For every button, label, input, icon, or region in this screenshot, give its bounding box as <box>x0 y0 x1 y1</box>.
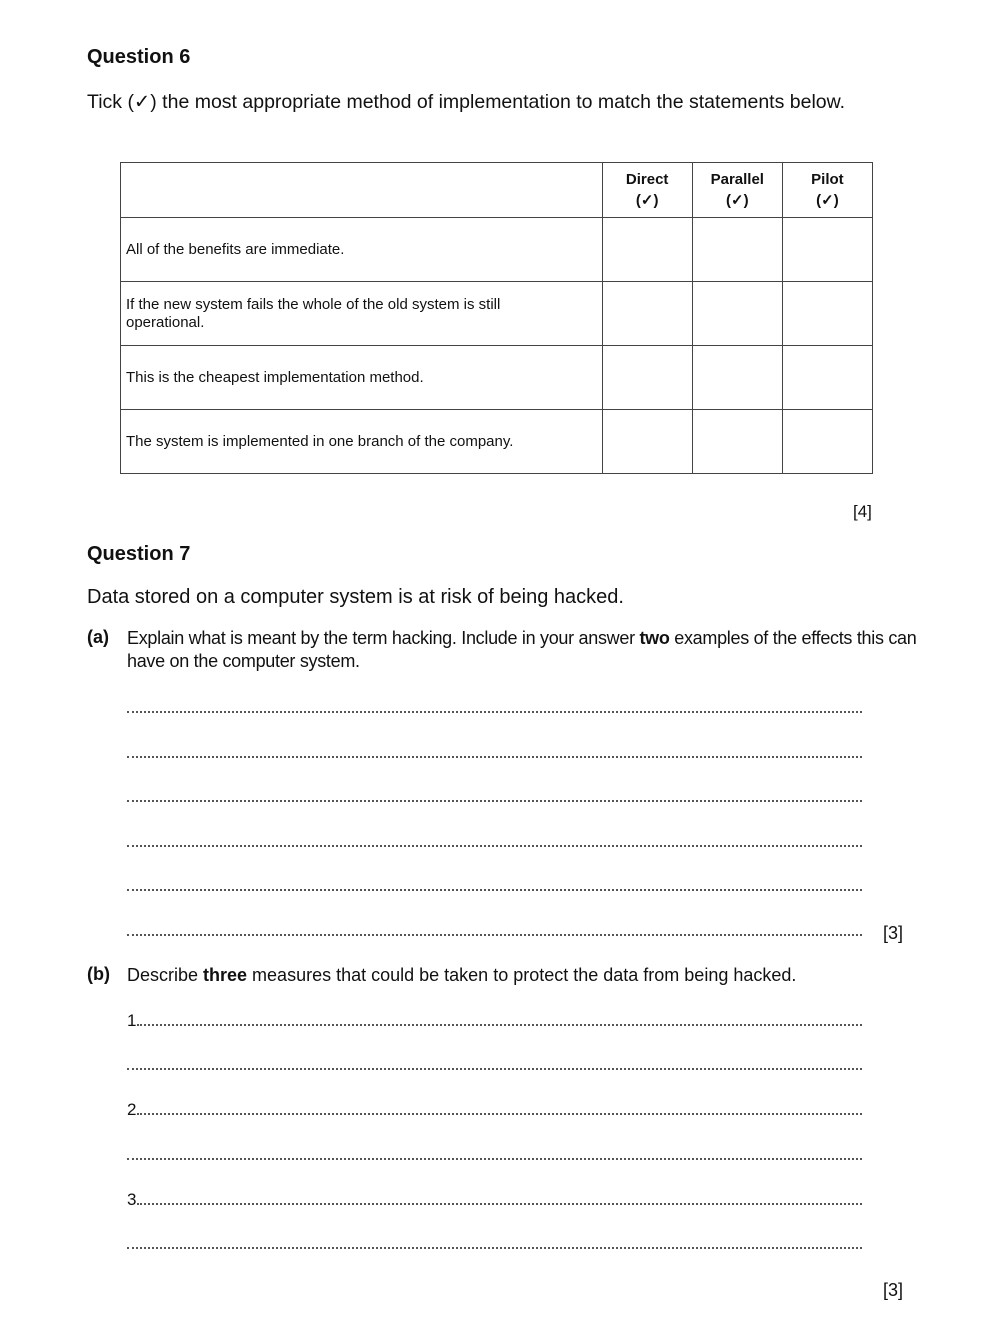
answer-line[interactable] <box>127 889 862 891</box>
statement-cell: This is the cheapest implementation method. <box>121 346 603 410</box>
measure-number: 1 <box>127 1011 137 1030</box>
table-header-row <box>121 163 873 218</box>
question-7-title: Question 7 <box>87 543 191 565</box>
header-direct: Direct (✓) <box>602 163 692 218</box>
question-6-title: Question 6 <box>87 46 191 68</box>
question-6-marks: [4] <box>853 502 872 521</box>
part-b-question: Describe three measures that could be taken to protect the data from being hacked. <box>127 965 797 985</box>
header-parallel: Parallel (✓) <box>692 163 782 218</box>
tick-box-parallel[interactable] <box>692 282 782 346</box>
tick-box-parallel[interactable] <box>692 346 782 410</box>
answer-line[interactable] <box>127 1247 862 1249</box>
header-pilot: Pilot (✓) <box>782 163 872 218</box>
statement-cell: If the new system fails the whole of the old system is still operational. <box>121 282 603 346</box>
part-a-label: (a) <box>87 627 109 647</box>
question-7-intro: Data stored on a computer system is at risk of being hacked. <box>87 586 624 608</box>
table-row <box>121 218 873 282</box>
tick-box-pilot[interactable] <box>782 282 872 346</box>
question-6-instruction: Tick (✓) the most appropriate method of implementation to match the statements below. <box>87 91 846 113</box>
implementation-method-table <box>120 162 873 474</box>
tick-box-direct[interactable] <box>602 218 692 282</box>
answer-line[interactable] <box>127 934 862 936</box>
tick-box-parallel[interactable] <box>692 410 782 474</box>
tick-box-direct[interactable] <box>602 410 692 474</box>
measure-2-line[interactable] <box>127 1101 862 1118</box>
answer-line[interactable] <box>127 1158 862 1160</box>
statement-cell: All of the benefits are immediate. <box>121 218 603 282</box>
part-b-label: (b) <box>87 964 110 984</box>
answer-line[interactable] <box>127 756 862 758</box>
answer-line[interactable] <box>127 845 862 847</box>
tick-box-direct[interactable] <box>602 346 692 410</box>
measure-number: 3 <box>127 1190 137 1209</box>
table-row <box>121 410 873 474</box>
measure-3-line[interactable] <box>127 1191 862 1208</box>
tick-box-direct[interactable] <box>602 282 692 346</box>
tick-box-parallel[interactable] <box>692 218 782 282</box>
header-blank-cell <box>121 163 603 218</box>
part-a-question: Explain what is meant by the term hacking. Include in your answer two examples of the effects this can have on the computer system. <box>127 628 917 671</box>
table-row <box>121 282 873 346</box>
answer-line[interactable] <box>127 711 862 713</box>
tick-box-pilot[interactable] <box>782 410 872 474</box>
measure-number: 2 <box>127 1100 137 1119</box>
table-row <box>121 346 873 410</box>
part-b-marks: [3] <box>883 1280 904 1300</box>
measure-1-line[interactable] <box>127 1012 862 1029</box>
answer-line[interactable] <box>127 800 862 802</box>
tick-box-pilot[interactable] <box>782 346 872 410</box>
tick-icon: (✓) <box>726 192 749 209</box>
tick-icon: (✓) <box>635 192 659 209</box>
tick-icon: (✓) <box>816 192 839 209</box>
statement-cell: The system is implemented in one branch of the company. <box>121 410 603 474</box>
tick-box-pilot[interactable] <box>782 218 872 282</box>
part-a-marks: [3] <box>883 923 904 943</box>
answer-line[interactable] <box>127 1068 862 1070</box>
